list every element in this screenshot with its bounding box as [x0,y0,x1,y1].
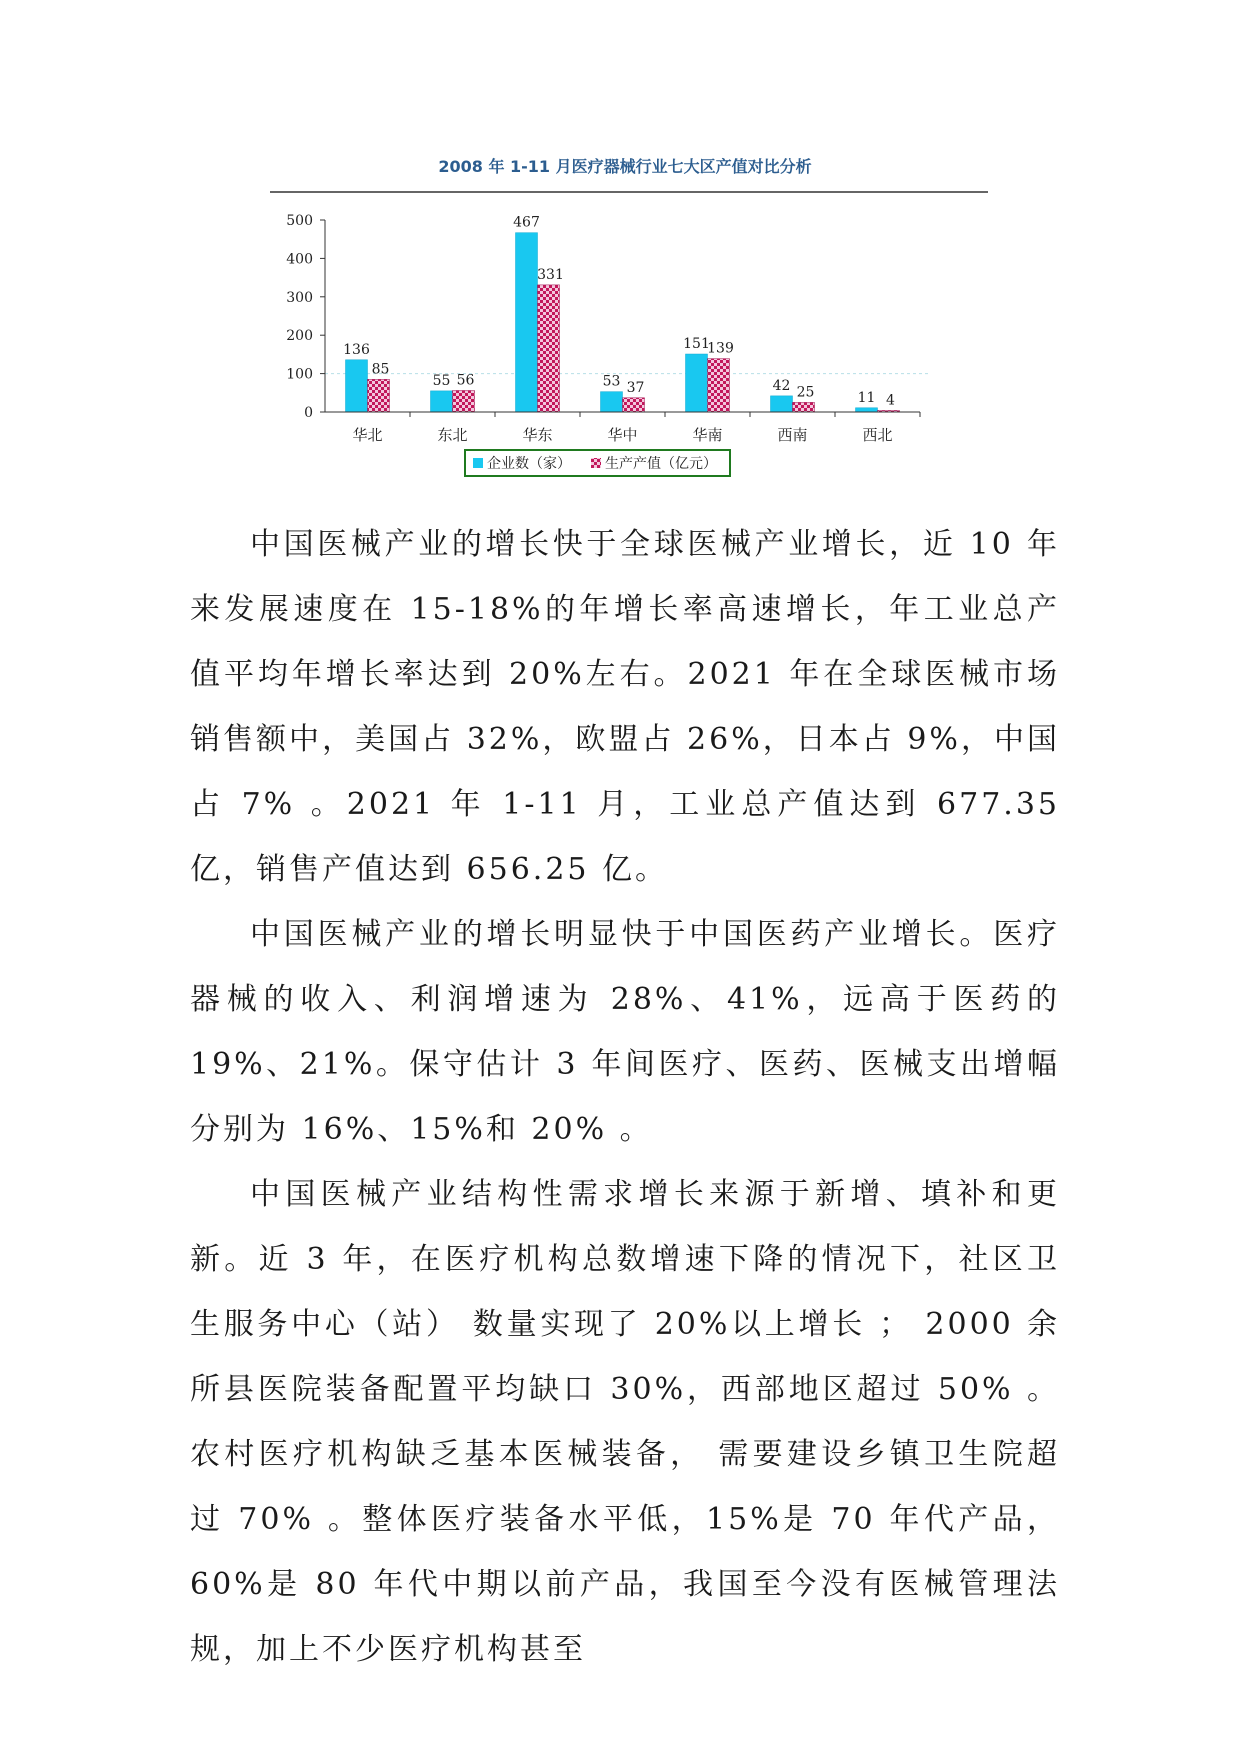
y-tick-label: 0 [304,405,313,421]
bar-enterprises [516,233,538,412]
y-tick-label: 200 [286,328,313,345]
data-label: 42 [772,377,791,394]
data-label: 11 [857,389,876,406]
legend-label: 企业数（家） [487,456,571,472]
legend-swatch [591,458,601,468]
data-label: 56 [456,372,475,389]
bar-output [708,359,730,412]
x-tick-label: 华东 [522,426,553,444]
data-label: 139 [707,340,734,357]
y-tick-label: 300 [286,289,313,306]
y-tick-label: 100 [286,366,313,383]
bar-output [368,379,390,412]
x-tick-label: 华北 [352,426,383,444]
chart-title: 2008 年 1-11 月医疗器械行业七大区产值对比分析 [438,157,812,176]
legend-swatch [473,458,483,468]
y-tick-label: 400 [286,251,313,268]
article-body [190,512,1060,1682]
paragraph-3: 中国医械产业结构性需求增长来源于新增、填补和更新。近 3 年，在医疗机构总数增速下降的情况下，社区卫生服务中心（站） 数量实现了 20%以上增长 ； 2000 余所县医院装备配置平均缺口 30%，西部地区超过 50% 。农村医疗机构缺乏基本医械装备， 需要建设乡镇卫生院超过 70% 。整体医疗装备水平低，15%是 70 年代产品，60%是 80 年代中期以前产品，我国至今没有医械管理法规，加上不少医疗机构甚至 [190,1177,1060,1667]
bar-output [538,285,560,412]
bar-enterprises [431,391,453,412]
legend-label: 生产产值（亿元） [605,456,717,472]
data-label: 55 [432,372,451,389]
bar-enterprises [686,354,708,412]
x-tick-label: 华中 [607,426,638,444]
bar-enterprises [346,360,368,412]
x-tick-label: 西北 [862,426,893,444]
paragraph-2: 中国医械产业的增长明显快于中国医药产业增长。医疗器械的收入、利润增速为 28%、41%，远高于医药的 19%、21%。保守估计 3 年间医疗、医药、医械支出增幅分别为 16%、15%和 20% 。 [190,917,1060,1147]
bar-output [623,398,645,412]
x-tick-label: 华南 [692,426,723,444]
bar-output [793,402,815,412]
data-label: 37 [626,379,645,396]
bar-enterprises [771,396,793,412]
chart-figure [270,150,995,490]
bar-output [453,390,475,412]
data-label: 85 [371,361,390,378]
data-label: 151 [683,336,710,353]
data-label: 467 [513,214,540,231]
bar-chart [270,150,995,490]
data-label: 4 [886,392,895,409]
x-tick-label: 西南 [777,426,808,444]
data-label: 136 [343,341,370,358]
x-tick-label: 东北 [437,426,468,444]
data-label: 53 [602,373,621,390]
bar-enterprises [856,408,878,412]
data-label: 25 [796,384,815,401]
paragraph-1: 中国医械产业的增长快于全球医械产业增长，近 10 年来发展速度在 15-18%的年增长率高速增长，年工业总产值平均年增长率达到 20%左右。2021 年在全球医械市场销售额中，美国占 32%，欧盟占 26%，日本占 9%，中国占 7% 。2021 年 1-11 月，工业总产值达到 677.35 亿，销售产值达到 656.25 亿。 [190,527,1060,887]
y-tick-label: 500 [286,213,313,229]
bar-enterprises [601,392,623,412]
data-label: 331 [537,266,564,283]
